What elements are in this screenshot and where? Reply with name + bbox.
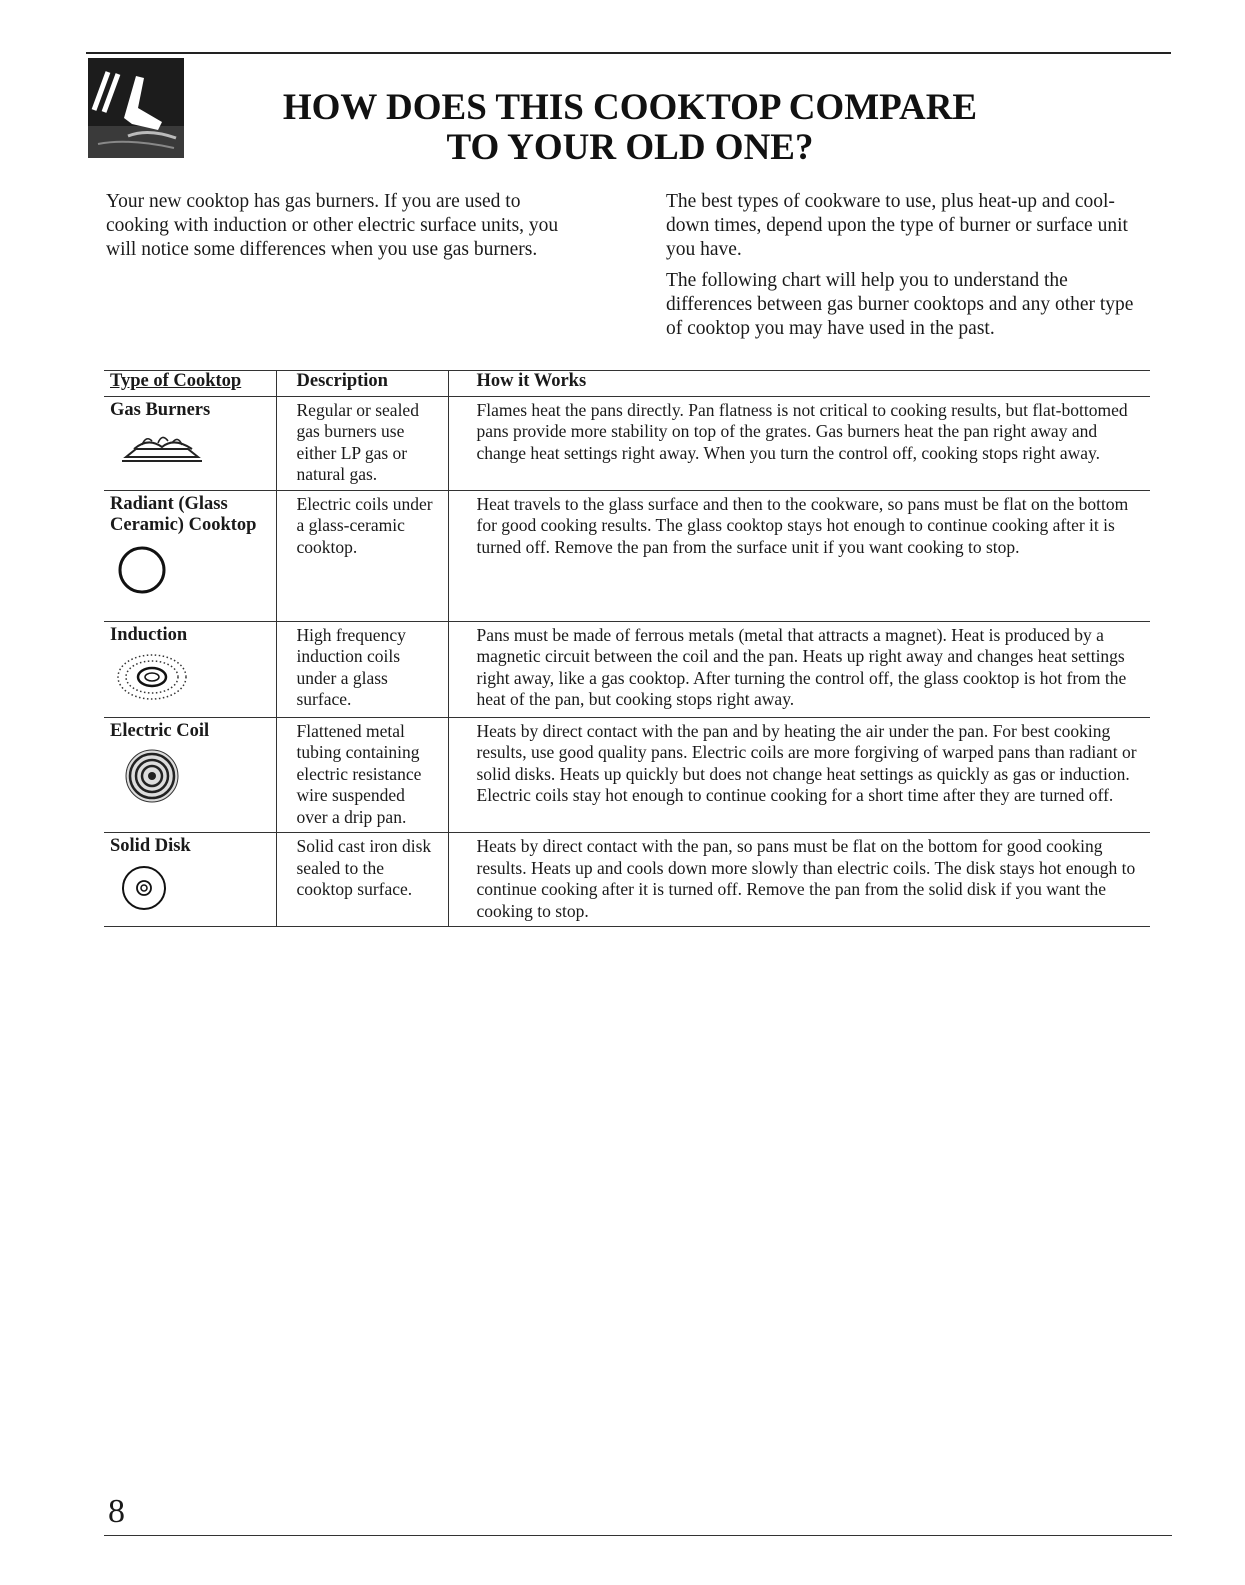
type-cell — [104, 833, 276, 927]
intro-left-paragraph: Your new cooktop has gas burners. If you are used to cooking with induction or other electric surface units, you will notice some differences when you use gas burners. — [106, 191, 559, 260]
page-number: 8 — [108, 1493, 125, 1530]
intro-right — [666, 190, 1151, 348]
how-cell: Heats by direct contact with the pan, so pans must be flat on the bottom for good cooking results. Heats up and cools down more slowly than electric coils. The disk stays hot enough to continue cooking after it is turned off. Remove the pan from the solid disk if you want the cooking to stop. — [448, 833, 1150, 927]
table-row — [104, 833, 1150, 927]
type-cell — [104, 396, 276, 490]
cooktop-hand-icon — [88, 58, 184, 158]
description-cell: High frequency induction coils under a glass surface. — [276, 621, 448, 717]
column-header-how: How it Works — [448, 371, 1150, 397]
type-cell — [104, 621, 276, 717]
how-cell: Pans must be made of ferrous metals (metal that attracts a magnet). Heat is produced by a magnetic circuit between the coil and the pan. Heats up right away and changes heat settings right away, like a gas cooktop. After turning the control off, the glass cooktop is hot from the heat of the pan, but cooking stops right away. — [448, 621, 1150, 717]
description-cell: Regular or sealed gas burners use either LP gas or natural gas. — [276, 396, 448, 490]
top-rule — [86, 52, 1171, 54]
table-row — [104, 490, 1150, 621]
table-row — [104, 621, 1150, 717]
solid-disk-icon — [112, 864, 268, 914]
how-cell: Heat travels to the glass surface and then to the cookware, so pans must be flat on the bottom for good cooking results. The glass cooktop stays hot enough to continue cooking after it is turned off. Remove the pan from the surface unit if you want cooking to stop. — [448, 490, 1150, 621]
title-line-1: HOW DOES THIS COOKTOP COMPARE — [282, 87, 978, 128]
cooktop-comparison-table — [104, 370, 1150, 927]
column-header-description: Description — [276, 371, 448, 397]
table-header-row — [104, 371, 1150, 397]
type-name: Electric Coil — [110, 720, 210, 741]
description-cell: Solid cast iron disk sealed to the cooktop surface. — [276, 833, 448, 927]
radiant-ring-icon — [112, 543, 268, 597]
how-cell: Flames heat the pans directly. Pan flatness is not critical to cooking results, but flat-bottomed pans provide more stability on top of the grates. Gas burners heat the pan right away and change heat settings right away. When you turn the control off, cooking stops right away. — [448, 396, 1150, 490]
how-cell: Heats by direct contact with the pan and by heating the air under the pan. For best cooking results, use good quality pans. Electric coils are more forgiving of warped pans than radiant or solid disks. Heats up quickly but does not change heat settings as quickly as gas or induction. Electric coils stay hot enough to continue cooking for a short time after they are turned off. — [448, 717, 1150, 833]
intro-right-paragraph-2: The following chart will help you to understand the differences between gas burner cooktops and any other type of cooktop you may have used in the past. — [666, 270, 1134, 339]
electric-coil-icon — [112, 748, 268, 804]
type-name: Induction — [110, 624, 188, 645]
table-row — [104, 396, 1150, 490]
page-title — [200, 88, 1060, 168]
type-name: Gas Burners — [110, 399, 211, 420]
bottom-rule — [104, 1535, 1172, 1536]
type-cell — [104, 717, 276, 833]
intro-left — [106, 190, 576, 269]
gas-burner-icon — [112, 427, 268, 467]
column-header-type: Type of Cooktop — [104, 371, 276, 397]
intro-right-paragraph-1: The best types of cookware to use, plus heat-up and cool-down times, depend upon the type of burner or surface unit you have. — [666, 191, 1128, 260]
table-row — [104, 717, 1150, 833]
type-name: Solid Disk — [110, 836, 191, 856]
induction-coil-icon — [112, 652, 268, 702]
description-cell: Electric coils under a glass-ceramic cooktop. — [276, 490, 448, 621]
type-cell — [104, 490, 276, 621]
title-line-2: TO YOUR OLD ONE? — [446, 127, 814, 168]
type-name: Radiant (Glass Ceramic) Cooktop — [110, 493, 257, 535]
description-cell: Flattened metal tubing containing electric resistance wire suspended over a drip pan. — [276, 717, 448, 833]
